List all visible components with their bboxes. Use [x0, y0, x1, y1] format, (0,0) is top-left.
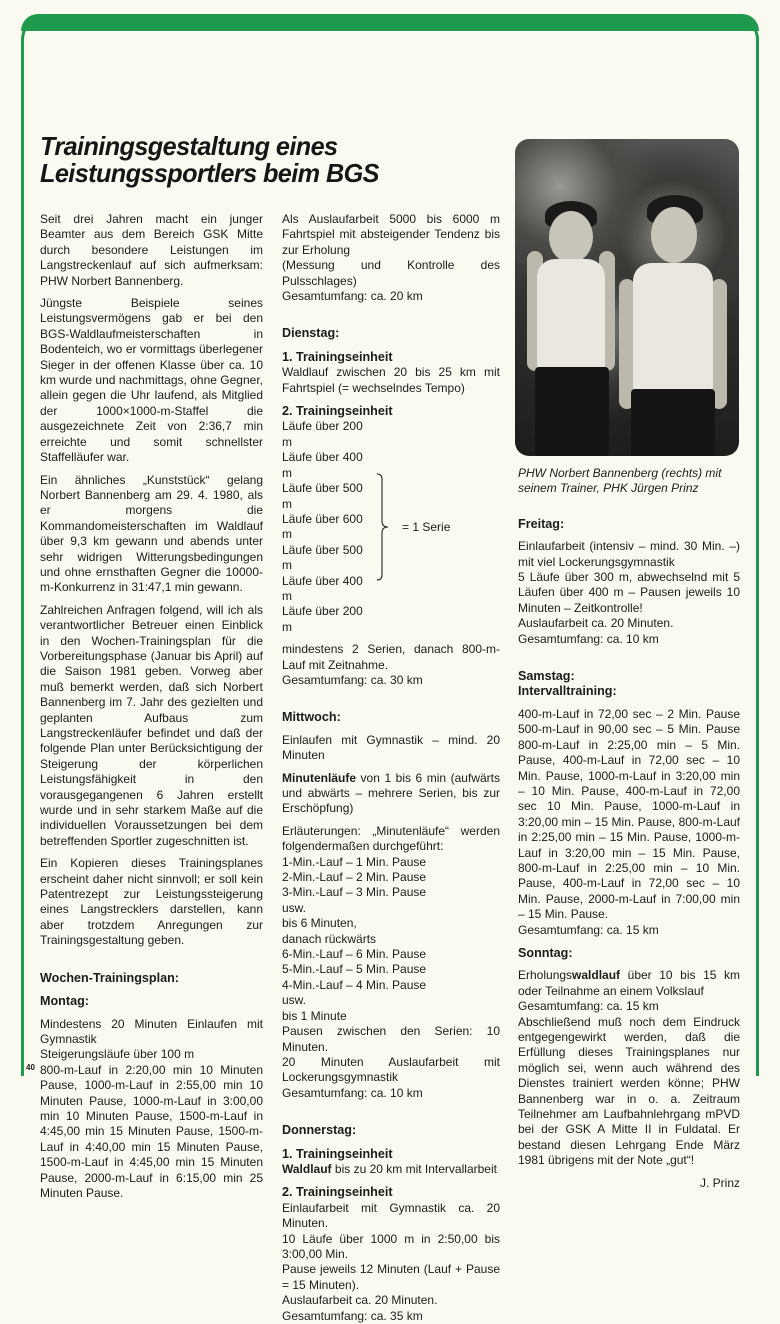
- series-label: = 1 Serie: [402, 519, 451, 534]
- text-run: 400-m-Lauf in 72,00 sec – 2 Min. Pause 500-m-Lauf in 90,00 sec – 5 Min. Pause 800-m-Lauf in 2:25,00 min – 5 Min. Pause, 400-m-Lauf in 72,00 sec – 10 Min. Pause, 1000-m-Lauf in 3:20,00 min – 10 Min. Pause, 400-m-Lauf in 72,00 sec 10 Min. Pause, 1000-m-Lauf in 3:20,00 min – 15 Min. Pause, 800-m-Lauf in 2:25,00 min – 15 Min. Pause, 1000-m-Lauf in 3:20,00 min – 15 Min. Pause, 800-m-Lauf in 2:25,00 min – 10 Min. Pause, 400-m-Lauf in 72,00 sec – 10 Min. Pause, 2000-m-Lauf in 7:00,00 min – 15 Min. Pause.: [518, 706, 740, 922]
- text-paragraph: [40, 1063, 263, 1202]
- text-paragraph: [282, 1293, 500, 1308]
- section-heading: [282, 350, 500, 365]
- section-heading: [518, 669, 740, 684]
- text-run: 2. Trainingseinheit: [282, 404, 393, 419]
- section-heading: [282, 1185, 500, 1200]
- text-paragraph: [518, 539, 740, 570]
- text-run: Gesamtumfang: ca. 15 km: [518, 922, 659, 937]
- text-run: Samstag:: [518, 669, 575, 684]
- text-run: Als Auslaufarbeit 5000 bis 6000 m Fahrtspiel mit absteigender Tendenz bis zur Erholung: [282, 212, 500, 257]
- text-run: 2. Trainingseinheit: [282, 1185, 393, 1200]
- text-run: 4-Min.-Lauf – 4 Min. Pause: [282, 977, 427, 992]
- column-1: [40, 212, 263, 1201]
- text-paragraph: [282, 365, 500, 396]
- text-paragraph: [282, 1055, 500, 1086]
- text-run: Freitag:: [518, 516, 565, 531]
- text-run: bis 1 Minute: [282, 1008, 347, 1023]
- text-run: Steigerungsläufe über 100 m: [40, 1047, 195, 1062]
- text-run: von 1 bis 6 min (aufwärts und abwärts – mehrere Serien, bis zur Erschöpfung): [282, 770, 500, 816]
- text-run: Gesamtumfang: ca. 35 km: [282, 1308, 423, 1323]
- text-paragraph: [282, 962, 500, 977]
- text-paragraph: [282, 258, 500, 289]
- series-item: Läufe über 500 m: [282, 481, 363, 511]
- text-paragraph: [282, 1086, 500, 1101]
- text-paragraph: [518, 707, 740, 923]
- text-paragraph: [282, 1201, 500, 1232]
- series-item: Läufe über 500 m: [282, 542, 363, 573]
- text-run: 5 Läufe über 300 m, abwechselnd mit 5 Läufen über 400 m – Pausen jeweils 10 Minuten – Zeitkontrolle!: [518, 570, 740, 615]
- text-run: usw.: [282, 993, 307, 1008]
- text-run: Gesamtumfang: ca. 15 km: [518, 999, 659, 1014]
- article-title: Trainingsgestaltung eines Leistungssportlers beim BGS: [40, 131, 379, 188]
- section-heading: [282, 404, 500, 419]
- text-run: Abschließend muß noch dem Eindruck entgegengewirkt werden, daß die Erfüllung dieses Trainingsplanes nur möglich sei, wenn auch während des Dienstes trainiert werden könne; PHW Bannenberg war in o. a. Zeitraum Teilnehmer am Laufbahnlehrgang mPVD bei der GSK A Mitte II in Fuldatal. Er bestand diesen Lehrgang Ende März 1981 übrigens mit der Note „gut“!: [518, 1014, 740, 1168]
- text-run: Einlaufarbeit mit Gymnastik ca. 20 Minuten.: [282, 1200, 500, 1231]
- column-2: [282, 212, 500, 1324]
- text-run: Montag:: [40, 994, 89, 1009]
- text-run: Dienstag:: [282, 326, 340, 341]
- text-paragraph: [282, 1309, 500, 1324]
- section-heading: [282, 1123, 500, 1138]
- text-paragraph: [282, 289, 500, 304]
- series-item: Läufe über 600 m: [282, 511, 363, 542]
- text-run: Mittwoch:: [282, 710, 341, 725]
- text-paragraph: [518, 1015, 740, 1169]
- series-item: Läufe über 400 m: [282, 450, 363, 480]
- text-run: Erläuterungen: „Minutenläufe“ werden folgendermaßen durchgeführt:: [282, 823, 500, 854]
- text-paragraph: [282, 642, 500, 673]
- text-run: Gesamtumfang: ca. 10 km: [282, 1085, 423, 1100]
- text-run: Gesamtumfang: ca. 30 km: [282, 672, 423, 687]
- text-run: Zahlreichen Anfragen folgend, will ich als verantwortlicher Betreuer einen Einblick in den Wochen-Trainingsplan für die Vorbereitungsphase (Januar bis April) auf die Saison 1981 geben. Vorweg aber muß bemerkt werden, daß sich Norbert Bannenberg im 7. Jahr des gezielten und geplanten Aufbaus zum Langstreckenläufer befindet und daß der folgende Plan unter Berücksichtigung der Steigerung der körperlichen Leistungsfähigkeit in den vorausgegangenen 6 Jahren erstellt wurde und in sehr starkem Maße auf die individuellen Voraussetzungen bei dem betreffenden Sportler zugeschnitten ist.: [40, 602, 263, 848]
- text-paragraph: [282, 901, 500, 916]
- text-run: Ein Kopieren dieses Trainingsplanes erscheint daher nicht sinnvoll; er soll kein Patentrezept zur Leistungssteigerung eines Langstrecklers darstellen, kann aber trotzdem Anregungen zur Trainingsgestaltung geben.: [40, 856, 263, 948]
- text-run: 10 Läufe über 1000 m in 2:50,00 bis 3:00,00 Min.: [282, 1231, 500, 1261]
- bold-term: waldlauf: [572, 968, 621, 983]
- text-paragraph: [282, 947, 500, 962]
- text-paragraph: [518, 632, 740, 647]
- text-run: Intervalltraining:: [518, 684, 617, 699]
- series-item: Läufe über 200 m: [282, 604, 363, 634]
- series-item: Läufe über 400 m: [282, 573, 363, 603]
- text-run: danach rückwärts: [282, 931, 377, 946]
- text-paragraph: [282, 916, 500, 931]
- text-run: Erholungs: [518, 968, 573, 983]
- text-run: Jüngste Beispiele seines Leistungsvermögens gab er bei den BGS-Waldlaufmeisterschaften in Bodenteich, wo er vormittags überlegener Sieger in der offenen Klasse über ca. 10 km wurde und nachmittags, ohne Gegner, allein gegen die Uhr laufend, als Mitglied der 1000×1000-m-Staffel die ausgezeichnete Zeit von 2:36,7 min erreichte und somit schnellster Staffelläufer war.: [40, 296, 263, 465]
- text-run: 6-Min.-Lauf – 6 Min. Pause: [282, 947, 427, 962]
- text-run: (Messung und Kontrolle des Pulsschlages): [282, 258, 500, 288]
- text-run: 1. Trainingseinheit: [282, 1146, 393, 1161]
- text-paragraph: [518, 570, 740, 616]
- text-run: Donnerstag:: [282, 1123, 357, 1138]
- section-heading: [282, 326, 500, 341]
- text-paragraph: [518, 968, 740, 999]
- curly-brace-icon: [376, 473, 390, 581]
- text-run: 1-Min.-Lauf – 1 Min. Pause: [282, 854, 427, 869]
- text-run: bis zu 20 km mit Intervallarbeit: [331, 1161, 497, 1176]
- text-paragraph: [518, 999, 740, 1014]
- text-paragraph: [282, 993, 500, 1008]
- text-paragraph: [40, 212, 263, 289]
- section-heading: [518, 684, 740, 699]
- text-paragraph: [282, 1024, 500, 1055]
- text-run: bis 6 Minuten,: [282, 916, 357, 931]
- bold-term: Minutenläufe: [282, 770, 356, 785]
- text-paragraph: [282, 1009, 500, 1024]
- text-run: Gesamtumfang: ca. 20 km: [282, 289, 423, 304]
- text-paragraph: [282, 932, 500, 947]
- text-paragraph: [40, 296, 263, 465]
- text-run: Wochen-Trainingsplan:: [40, 970, 180, 985]
- text-run: Sonntag:: [518, 945, 573, 960]
- text-run: über 10 bis 15 km oder Teilnahme an einem Volkslauf: [518, 968, 740, 998]
- series-list: [282, 419, 500, 635]
- text-run: Seit drei Jahren macht ein junger Beamter aus dem Bereich GSK Mitte durch besondere Leistungen im Langstreckenlauf auf sich aufmerksam: PHW Norbert Bannenberg.: [40, 212, 263, 288]
- text-run: Mindestens 20 Minuten Einlaufen mit Gymnastik: [40, 1016, 263, 1046]
- section-heading: [282, 1147, 500, 1162]
- text-run: Auslaufarbeit ca. 20 Minuten.: [518, 616, 674, 631]
- text-paragraph: [40, 603, 263, 850]
- section-heading: [282, 710, 500, 725]
- article-photo: [515, 139, 739, 456]
- text-run: Einlaufen mit Gymnastik – mind. 20 Minuten: [282, 732, 500, 763]
- text-paragraph: [282, 673, 500, 688]
- text-run: Auslaufarbeit ca. 20 Minuten.: [282, 1293, 438, 1308]
- text-paragraph: [282, 1262, 500, 1293]
- text-paragraph: [40, 473, 263, 596]
- text-run: Einlaufarbeit (intensiv – mind. 30 Min. –) mit viel Lockerungsgymnastik: [518, 539, 740, 569]
- text-paragraph: [282, 212, 500, 258]
- text-paragraph: [282, 870, 500, 885]
- photo-caption: PHW Norbert Bannenberg (rechts) mit seinem Trainer, PHK Jürgen Prinz: [518, 466, 722, 496]
- section-heading: [518, 946, 740, 961]
- section-heading: [40, 994, 263, 1009]
- text-paragraph: [282, 855, 500, 870]
- text-run: 20 Minuten Auslaufarbeit mit Lockerungsgymnastik: [282, 1054, 500, 1085]
- text-paragraph: [518, 923, 740, 938]
- text-run: Gesamtumfang: ca. 10 km: [518, 631, 659, 646]
- text-run: 2-Min.-Lauf – 2 Min. Pause: [282, 870, 427, 885]
- author-signature: [518, 1176, 740, 1191]
- column-3: [518, 466, 740, 1191]
- bold-term: Waldlauf: [282, 1161, 332, 1176]
- text-run: Pause jeweils 12 Minuten (Lauf + Pause = 15 Minuten).: [282, 1262, 500, 1292]
- text-paragraph: [40, 1017, 263, 1048]
- text-paragraph: [282, 978, 500, 993]
- section-heading: [40, 971, 263, 986]
- text-run: J. Prinz: [699, 1175, 740, 1190]
- text-paragraph: [518, 616, 740, 631]
- text-paragraph: [282, 1232, 500, 1263]
- text-run: usw.: [282, 900, 307, 915]
- page-number: 40: [26, 1063, 35, 1072]
- text-run: 5-Min.-Lauf – 5 Min. Pause: [282, 962, 427, 977]
- text-paragraph: [282, 824, 500, 855]
- section-heading: [518, 517, 740, 532]
- text-run: 1. Trainingseinheit: [282, 349, 393, 364]
- text-run: Ein ähnliches „Kunststück“ gelang Norbert Bannenberg am 29. 4. 1980, als er morgens die Kommandomeisterschaften im Waldlauf über 9,3 km gewann und abends unter sehr widrigen Witterungsbedingungen und ohne ernsthaften Gegner die 10000-m-Konkurrenz in 31:47,1 min gewann.: [40, 472, 263, 595]
- text-paragraph: [282, 1162, 500, 1177]
- text-run: Pausen zwischen den Serien: 10 Minuten.: [282, 1024, 500, 1054]
- text-run: 3-Min.-Lauf – 3 Min. Pause: [282, 885, 427, 900]
- text-run: Waldlauf zwischen 20 bis 25 km mit Fahrtspiel (= wechselndes Tempo): [282, 365, 500, 395]
- text-paragraph: [282, 771, 500, 817]
- text-run: mindestens 2 Serien, danach 800-m-Lauf mit Zeitnahme.: [282, 642, 500, 672]
- text-paragraph: [40, 856, 263, 948]
- series-item: Läufe über 200 m: [282, 419, 363, 449]
- text-run: 800-m-Lauf in 2:20,00 min 10 Minuten Pause, 1000-m-Lauf in 2:55,00 min 10 Minuten Pause, 1000-m-Lauf in 3:00,00 min 10 Minuten Pause, 1500-m-Lauf in 4:45,00 min 15 Minuten Pause, 1500-m-Lauf in 4:40,00 min 15 Minuten Pause, 1500-m-Lauf in 4:45,00 min 15 Minuten Pause, 2000-m-Lauf in 6:15,00 min 25 Minuten Pause.: [40, 1062, 263, 1200]
- text-paragraph: [282, 733, 500, 764]
- text-paragraph: [282, 885, 500, 900]
- text-paragraph: [40, 1047, 263, 1062]
